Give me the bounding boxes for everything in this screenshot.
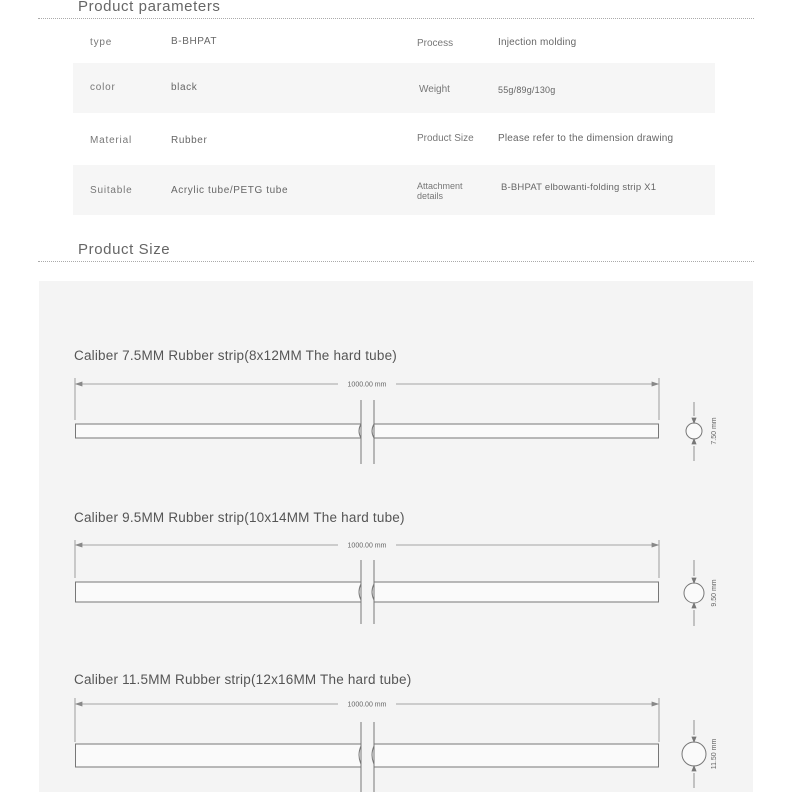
diameter-dimension xyxy=(682,720,706,788)
param-value: Acrylic tube/PETG tube xyxy=(171,185,289,196)
param-label: Attachment xyxy=(417,181,463,191)
param-label: color xyxy=(90,82,116,93)
strip-title: Caliber 9.5MM Rubber strip(10x14MM The hard tube) xyxy=(74,510,405,525)
product-parameters-title: Product parameters xyxy=(78,0,221,15)
break-symbol xyxy=(359,560,374,626)
strip-title: Caliber 7.5MM Rubber strip(8x12MM The hard tube) xyxy=(74,348,397,363)
param-row-suitable xyxy=(73,165,715,215)
strip-drawing-2 xyxy=(0,534,792,644)
param-value: Please refer to the dimension drawing xyxy=(498,133,674,144)
product-size-title: Product Size xyxy=(78,241,171,258)
param-label: Weight xyxy=(419,84,450,95)
param-label: Material xyxy=(90,135,132,146)
param-label: Process xyxy=(417,38,454,49)
length-label: 1000.00 mm xyxy=(347,701,387,709)
param-label: Product Size xyxy=(417,133,474,144)
param-value: Injection molding xyxy=(498,37,577,48)
param-row-color xyxy=(73,63,715,113)
param-row-material xyxy=(73,114,715,164)
param-label: details xyxy=(417,191,444,201)
strip-title: Caliber 11.5MM Rubber strip(12x16MM The hard tube) xyxy=(74,672,412,687)
strip-drawing-3 xyxy=(0,692,792,802)
diameter-label: 9.50 mm xyxy=(711,579,718,607)
param-value: 55g/89g/130g xyxy=(498,85,556,95)
param-value: Rubber xyxy=(171,135,208,146)
diameter-label: 11.50 mm xyxy=(711,738,718,770)
strip-drawing-1 xyxy=(0,372,792,482)
param-value: black xyxy=(171,82,198,93)
param-label: Suitable xyxy=(90,185,133,196)
param-label: type xyxy=(90,37,113,48)
diameter-dimension xyxy=(684,560,704,626)
section-divider xyxy=(38,261,754,262)
break-symbol xyxy=(359,400,374,464)
param-row-type xyxy=(73,16,715,66)
length-label: 1000.00 mm xyxy=(347,381,387,389)
diameter-label: 7.50 mm xyxy=(711,417,718,445)
length-label: 1000.00 mm xyxy=(347,542,387,550)
param-value: B-BHPAT elbowanti-folding strip X1 xyxy=(501,182,657,193)
param-value: B-BHPAT xyxy=(171,36,218,47)
break-symbol xyxy=(359,722,374,792)
diameter-dimension xyxy=(686,402,702,461)
